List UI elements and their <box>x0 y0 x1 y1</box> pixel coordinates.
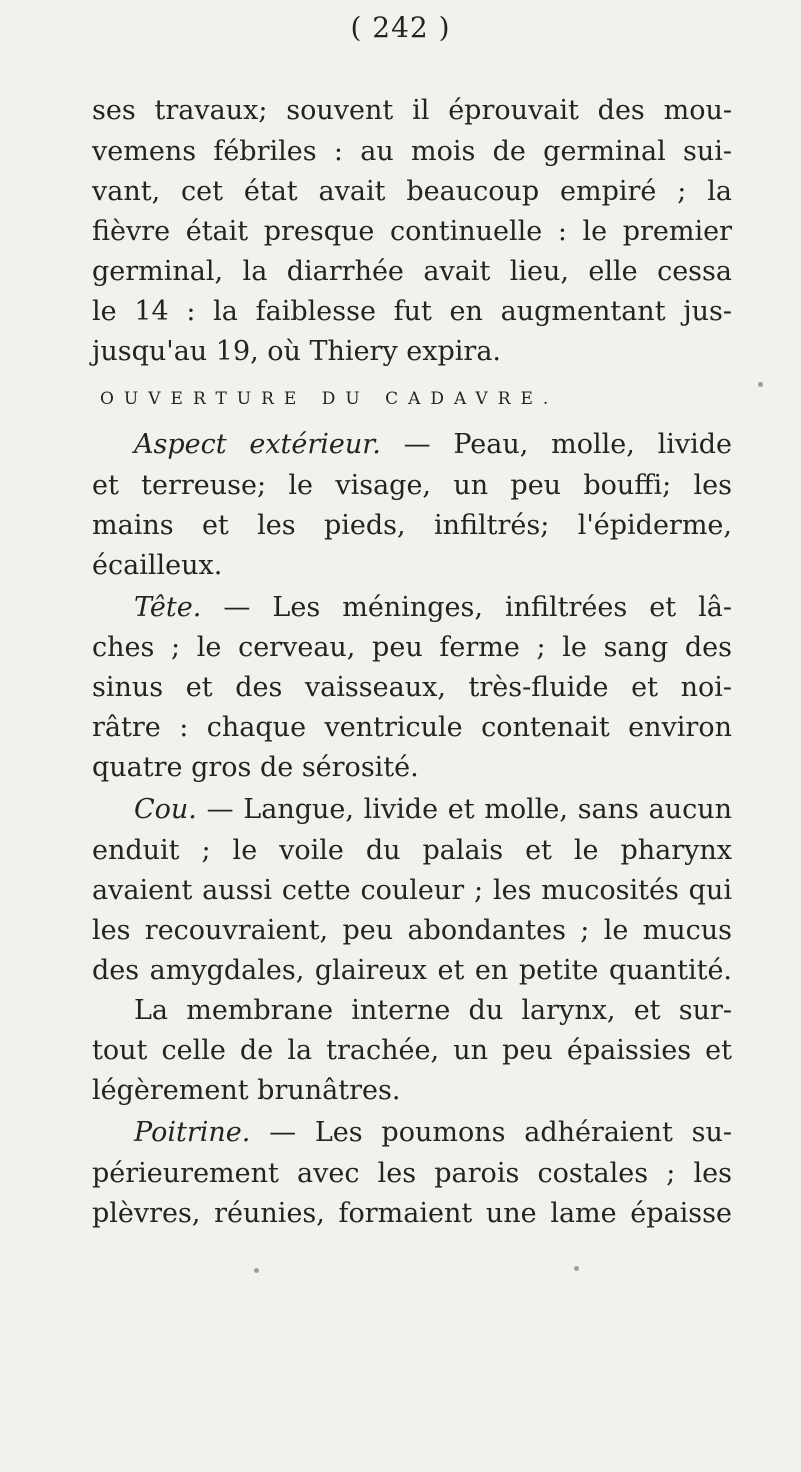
text-line: ches ; le cerveau, peu ferme ; le sang des <box>92 632 732 663</box>
text-line: et terreuse; le visage, un peu bouffi; les <box>92 470 732 501</box>
text-line: râtre : chaque ventricule contenait environ <box>92 712 732 743</box>
text-line: vemens fébriles : au mois de germinal sui- <box>92 136 732 167</box>
text-line: des amygdales, glaireux et en petite quantité. <box>92 955 732 986</box>
text-line: fièvre était presque continuelle : le premier <box>92 216 732 247</box>
ink-speck <box>574 1266 579 1271</box>
text-line: sinus et des vaisseaux, très-fluide et noi- <box>92 672 732 703</box>
text-line: vant, cet état avait beaucoup empiré ; la <box>92 176 732 207</box>
text-line: jusqu'au 19, où Thiery expira. <box>92 336 501 367</box>
text-run: — Langue, livide et molle, sans aucun <box>196 794 732 825</box>
section-heading: OUVERTURE DU CADAVRE. <box>100 389 559 409</box>
text-run: — Peau, molle, livide <box>380 429 732 460</box>
text-line: tout celle de la trachée, un peu épaissies et <box>92 1035 732 1066</box>
text-line: périeurement avec les parois costales ; les <box>92 1158 732 1189</box>
text-line: ses travaux; souvent il éprouvait des mou- <box>92 95 732 126</box>
text-line: les recouvraient, peu abondantes ; le mucus <box>92 915 732 946</box>
text-line: plèvres, réunies, formaient une lame épaisse <box>92 1198 732 1229</box>
ink-speck <box>758 382 763 387</box>
text-line: avaient aussi cette couleur ; les mucosités qui <box>92 875 732 906</box>
text-line: mains et les pieds, infiltrés; l'épiderme, <box>92 510 732 541</box>
subsection-label: Tête. <box>134 592 202 623</box>
text-run: — Les poumons adhéraient su- <box>250 1117 732 1148</box>
text-line: enduit ; le voile du palais et le pharynx <box>92 835 732 866</box>
text-line: le 14 : la faiblesse fut en augmentant jus- <box>92 296 732 327</box>
text-line: La membrane interne du larynx, et sur- <box>134 995 732 1026</box>
subsection-cou <box>134 790 732 830</box>
subsection-aspect <box>134 425 732 465</box>
subsection-tete <box>134 588 732 628</box>
subsection-label: Cou. <box>134 794 197 825</box>
text-line: légèrement brunâtres. <box>92 1075 401 1106</box>
subsection-label: Aspect extérieur. <box>134 429 381 460</box>
page-number: ( 242 ) <box>350 11 451 44</box>
subsection-label: Poitrine. <box>134 1117 251 1148</box>
ink-speck <box>254 1268 259 1273</box>
text-line: écailleux. <box>92 550 223 581</box>
subsection-poitrine <box>134 1113 732 1153</box>
text-line: germinal, la diarrhée avait lieu, elle cessa <box>92 256 732 287</box>
text-run: — Les méninges, infiltrées et lâ- <box>201 592 732 623</box>
text-line: quatre gros de sérosité. <box>92 752 419 783</box>
